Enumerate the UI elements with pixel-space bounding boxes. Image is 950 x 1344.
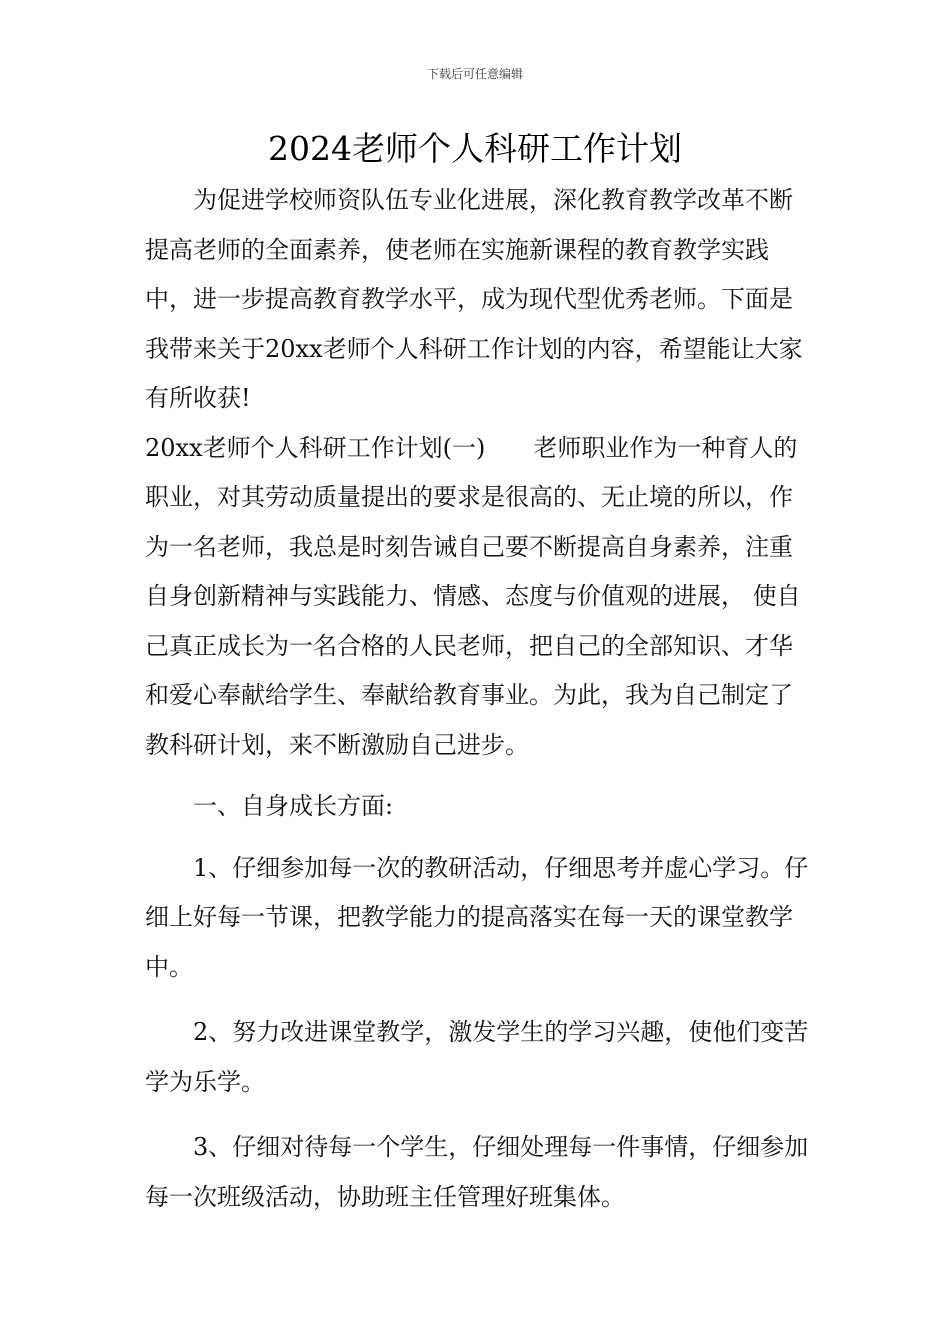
document-title: 2024老师个人科研工作计划 xyxy=(268,129,682,168)
list-item: 1、仔细参加每一次的教研活动，仔细思考并虚心学习。仔细上好每一节课，把教学能力的提高落实在每一天的课堂教学中。 xyxy=(145,853,809,981)
list-item: 3、仔细对待每一个学生，仔细处理每一件事情，仔细参加每一次班级活动，协助班主任管理好班集体。 xyxy=(145,1133,809,1211)
section-one-paragraph xyxy=(145,424,810,771)
document-body xyxy=(145,176,810,1222)
subheading-growth: 一、自身成长方面: xyxy=(193,792,394,820)
list-item: 2、努力改进课堂教学，激发学生的学习兴趣，使他们变苦学为乐学。 xyxy=(145,1018,809,1096)
intro-paragraph: 为促进学校师资队伍专业化进展，深化教育教学改革不断提高老师的全面素养，使老师在实施新课程的教育教学实践中，进一步提高教育教学水平，成为现代型优秀老师。下面是我带来关于20xx老师个人科研工作计划的内容，希望能让大家有所收获! xyxy=(145,186,803,412)
header-note: 下载后可任意编辑 xyxy=(426,67,523,81)
section-one-body: 老师职业作为一种育人的职业，对其劳动质量提出的要求是很高的、无止境的所以，作为一名老师，我总是时刻告诫自己要不断提高自身素养，注重自身创新精神与实践能力、情感、态度与价值观的进展， 使自己真正成长为一名合格的人民老师，把自己的全部知识、才华和爱心奉献给学生、奉献给教育事业。为此，我为自己制定了教科研计划，来不断激励自己进步。 xyxy=(145,433,801,759)
section-one-heading: 20xx老师个人科研工作计划(一) xyxy=(145,433,486,462)
